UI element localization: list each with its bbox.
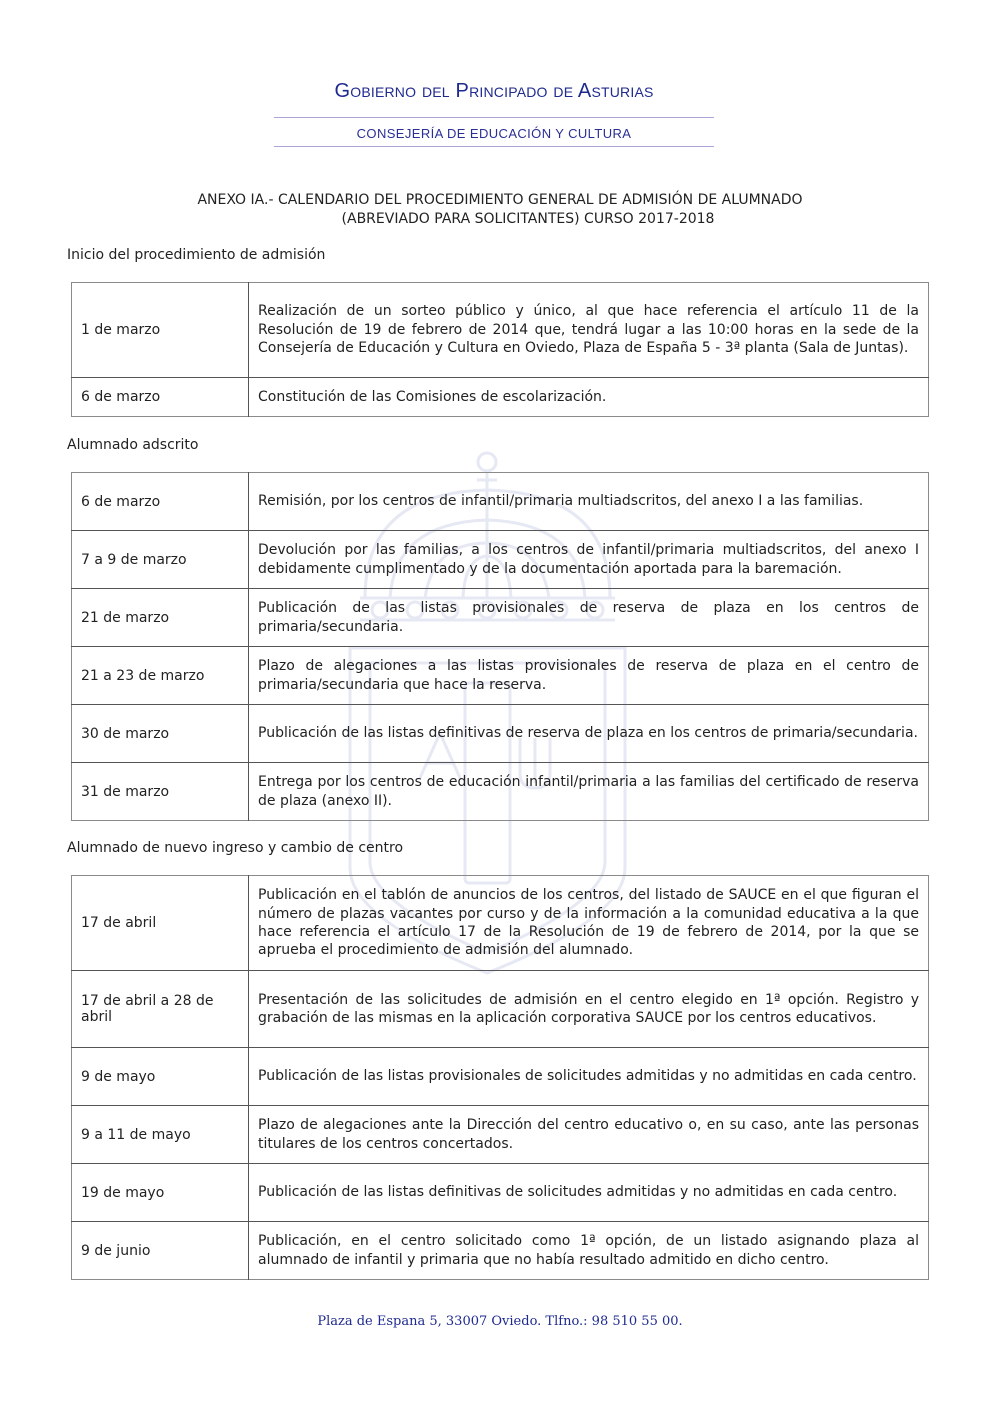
table-row <box>72 531 929 589</box>
table-row <box>72 378 929 417</box>
calendar-table-adscrito <box>71 472 929 821</box>
calendar-table-inicio <box>71 282 929 417</box>
table-row <box>72 705 929 763</box>
header-divider-top <box>274 117 714 118</box>
section-label-adscrito: Alumnado adscrito <box>67 437 199 453</box>
table-row <box>72 1222 929 1280</box>
row-date: 19 de mayo <box>72 1164 249 1222</box>
annex-title-line-1: ANEXO IA.- CALENDARIO DEL PROCEDIMIENTO GENERAL DE ADMISIÓN DE ALUMNADO <box>197 192 803 208</box>
row-description: Constitución de las Comisiones de escolarización. <box>249 378 929 417</box>
row-date: 9 de junio <box>72 1222 249 1280</box>
table-row <box>72 589 929 647</box>
row-description: Publicación de las listas definitivas de solicitudes admitidas y no admitidas en cada centro. <box>249 1164 929 1222</box>
table-row <box>72 1106 929 1164</box>
table-row <box>72 647 929 705</box>
row-date: 9 a 11 de mayo <box>72 1106 249 1164</box>
row-description: Remisión, por los centros de infantil/primaria multiadscritos, del anexo I a las familias. <box>249 473 929 531</box>
section-label-inicio: Inicio del procedimiento de admisión <box>67 247 326 263</box>
row-date: 1 de marzo <box>72 283 249 378</box>
row-date: 17 de abril a 28 de abril <box>72 971 249 1048</box>
row-date: 6 de marzo <box>72 473 249 531</box>
government-title: Gobierno del Principado de Asturias <box>334 80 654 102</box>
row-description: Publicación en el tablón de anuncios de los centros, del listado de SAUCE en el que figuran el número de plazas vacantes por curso y de la información a la comunidad educativa a la que hace referencia el artículo 17 de la Resolución de 19 de febrero de 2014, por la que se aprueba el procedimiento de admisión del alumnado. <box>249 876 929 971</box>
row-date: 21 de marzo <box>72 589 249 647</box>
calendar-table-nuevo-ingreso <box>71 875 929 1280</box>
row-description: Realización de un sorteo público y único, al que hace referencia el artículo 11 de la Resolución de 19 de febrero de 2014 que, tendrá lugar a las 10:00 horas en la sede de la Consejería de Educación y Cultura en Oviedo, Plaza de España 5 - 3ª planta (Sala de Juntas). <box>249 283 929 378</box>
annex-title <box>60 191 940 229</box>
table-row <box>72 473 929 531</box>
annex-title-line-2: (ABREVIADO PARA SOLICITANTES) CURSO 2017-2018 <box>341 211 715 227</box>
row-date: 31 de marzo <box>72 763 249 821</box>
row-description: Publicación, en el centro solicitado como 1ª opción, de un listado asignando plaza al alumnado de infantil y primaria que no había resultado admitido en dicho centro. <box>249 1222 929 1280</box>
row-date: 9 de mayo <box>72 1048 249 1106</box>
table-row <box>72 283 929 378</box>
row-description: Plazo de alegaciones a las listas provisionales de reserva de plaza en el centro de primaria/secundaria que hace la reserva. <box>249 647 929 705</box>
row-date: 17 de abril <box>72 876 249 971</box>
table-row <box>72 763 929 821</box>
table-row <box>72 876 929 971</box>
row-date: 30 de marzo <box>72 705 249 763</box>
footer-address: Plaza de Espana 5, 33007 Oviedo. Tlfno.: 98 510 55 00. <box>317 1314 683 1329</box>
row-description: Plazo de alegaciones ante la Dirección del centro educativo o, en su caso, ante las personas titulares de los centros concertados. <box>249 1106 929 1164</box>
row-description: Publicación de las listas provisionales de solicitudes admitidas y no admitidas en cada centro. <box>249 1048 929 1106</box>
section-label-nuevo-ingreso: Alumnado de nuevo ingreso y cambio de centro <box>67 840 404 856</box>
row-date: 21 a 23 de marzo <box>72 647 249 705</box>
row-description: Devolución por las familias, a los centros de infantil/primaria multiadscritos, del anexo I debidamente cumplimentado y de la documentación aportada para la baremación. <box>249 531 929 589</box>
row-description: Publicación de las listas provisionales de reserva de plaza en los centros de primaria/secundaria. <box>249 589 929 647</box>
table-row <box>72 1048 929 1106</box>
row-description: Entrega por los centros de educación infantil/primaria a las familias del certificado de reserva de plaza (anexo II). <box>249 763 929 821</box>
table-row <box>72 1164 929 1222</box>
row-description: Presentación de las solicitudes de admisión en el centro elegido en 1ª opción. Registro y grabación de las mismas en la aplicación corporativa SAUCE por los centros educativos. <box>249 971 929 1048</box>
department-name: CONSEJERÍA DE EDUCACIÓN Y CULTURA <box>356 126 632 141</box>
table-row <box>72 971 929 1048</box>
row-description: Publicación de las listas definitivas de reserva de plaza en los centros de primaria/secundaria. <box>249 705 929 763</box>
row-date: 6 de marzo <box>72 378 249 417</box>
row-date: 7 a 9 de marzo <box>72 531 249 589</box>
header-divider-bottom <box>274 146 714 147</box>
